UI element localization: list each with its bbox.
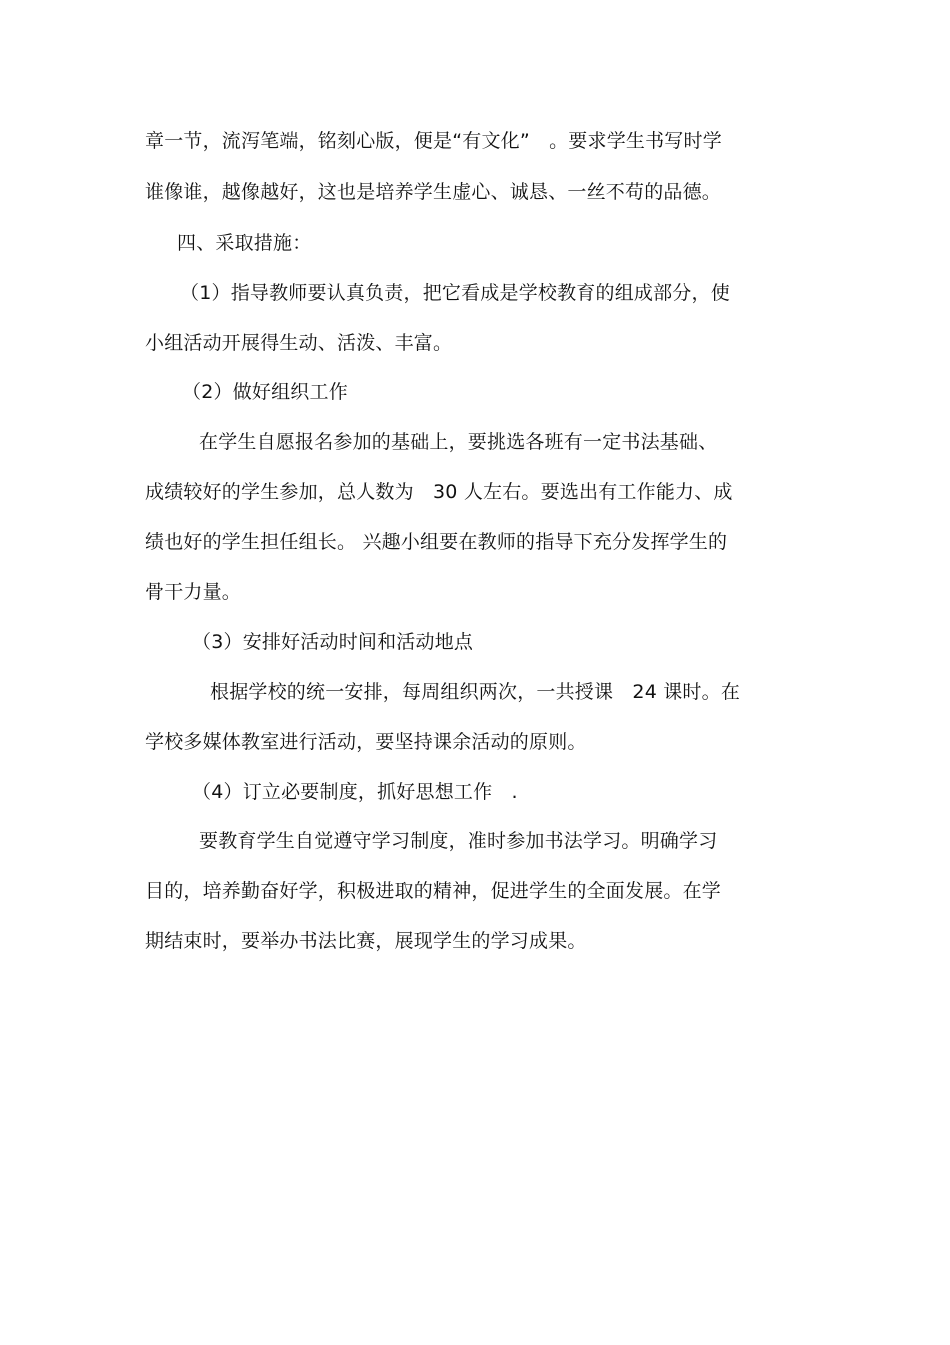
subsection-heading: （4）订立必要制度，抓好思想工作 . (192, 781, 518, 803)
text-line: 期结束时，要举办书法比赛，展现学生的学习成果。 (145, 930, 587, 952)
subsection-heading: （2）做好组织工作 (182, 381, 348, 403)
text-line: 骨干力量。 (145, 581, 242, 603)
text-line: 学校多媒体教室进行活动，要坚持课余活动的原则。 (145, 731, 587, 753)
text-line: （1）指导教师要认真负责，把它看成是学校教育的组成部分，使 (180, 282, 730, 304)
text-line: 根据学校的统一安排，每周组织两次，一共授课 24 课时。在 (210, 681, 741, 703)
text-line: 成绩较好的学生参加，总人数为 30 人左右。要选出有工作能力、成 (145, 481, 733, 503)
text-line: 章一节，流泻笔端，铭刻心版，便是“有文化” 。要求学生书写时学 (145, 130, 722, 152)
text-line: 小组活动开展得生动、活泼、丰富。 (145, 332, 453, 354)
subsection-heading: （3）安排好活动时间和活动地点 (192, 631, 474, 653)
text-line: 目的，培养勤奋好学，积极进取的精神，促进学生的全面发展。在学 (145, 880, 722, 902)
text-line: 绩也好的学生担任组长。 兴趣小组要在教师的指导下充分发挥学生的 (145, 531, 728, 553)
text-line: 谁像谁，越像越好，这也是培养学生虚心、诚恳、一丝不苟的品德。 (145, 181, 722, 203)
text-line: 要教育学生自觉遵守学习制度，准时参加书法学习。明确学习 (199, 830, 718, 852)
text-line: 在学生自愿报名参加的基础上，要挑选各班有一定书法基础、 (199, 431, 718, 453)
section-heading: 四、采取措施： (177, 232, 312, 254)
